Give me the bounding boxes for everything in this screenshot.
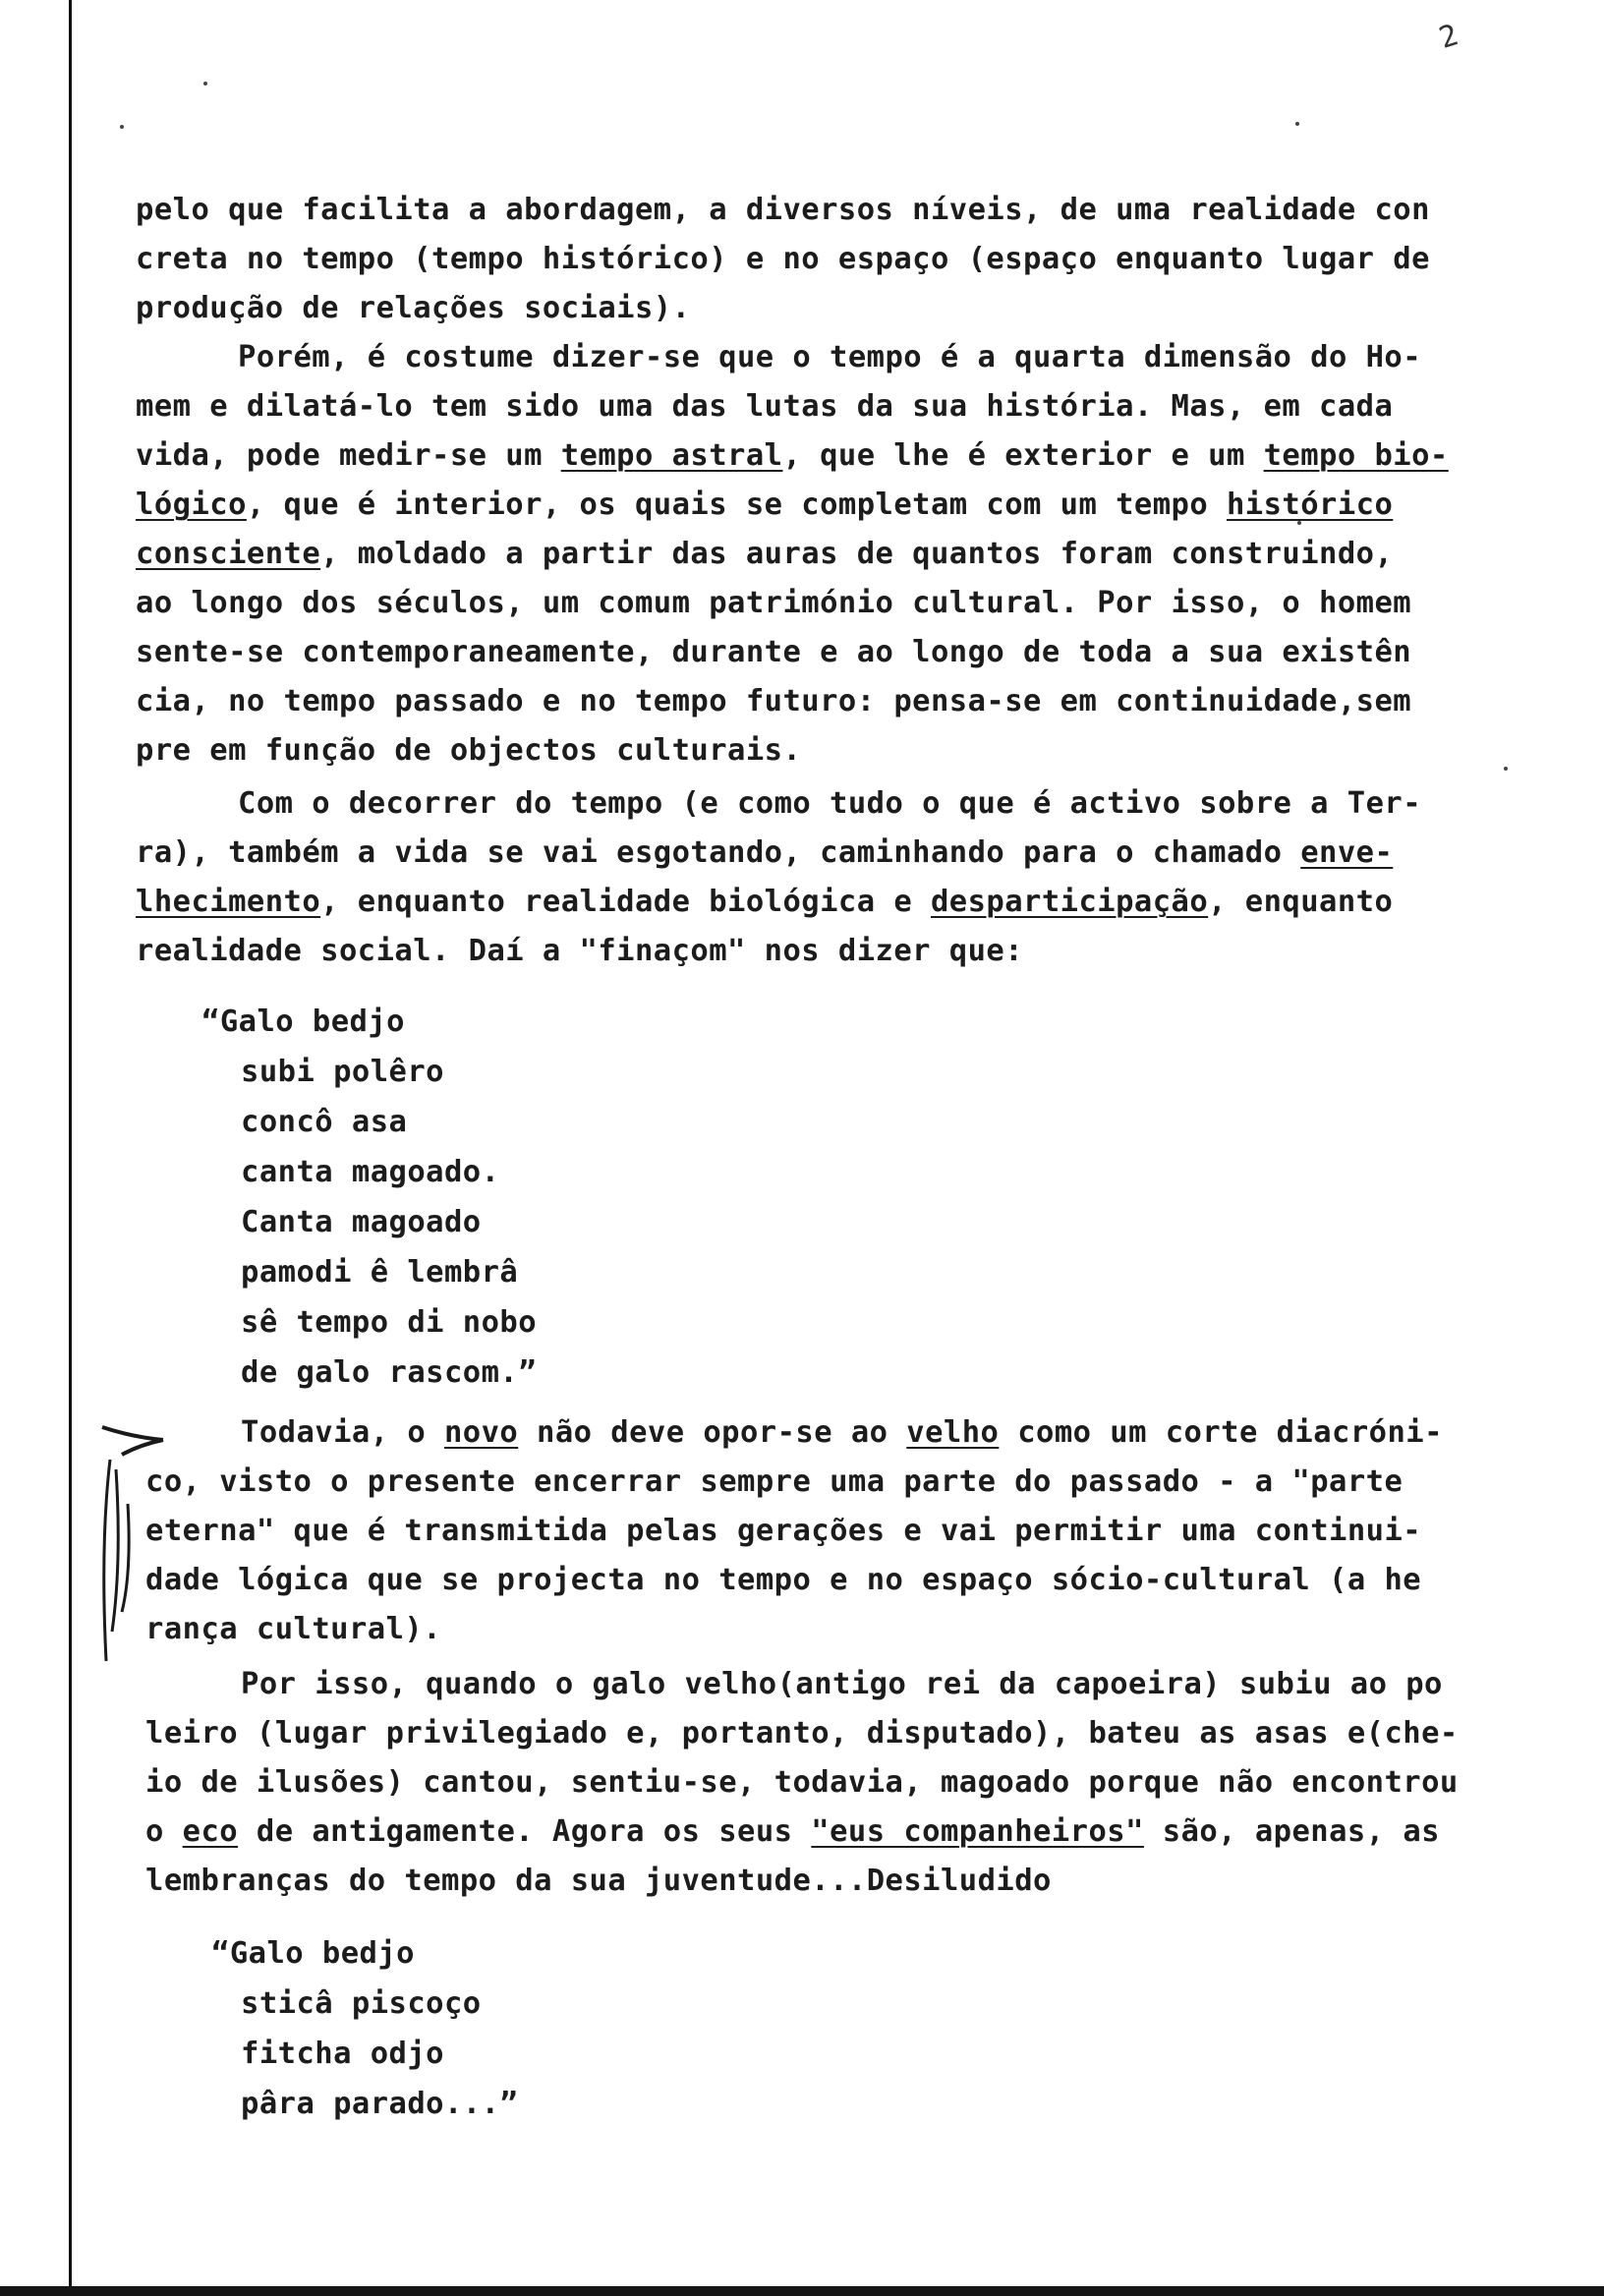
text-line: Por isso, quando o galo velho(antigo rei da capoeira) subiu ao po — [241, 1667, 1443, 1701]
underlined-term: velho — [906, 1415, 1000, 1450]
underlined-term: eco — [182, 1814, 239, 1849]
underlined-term: consciente — [136, 537, 321, 571]
underlined-term: lhecimento — [136, 885, 321, 919]
text-line: dade lógica que se projecta no tempo e no espaço sócio-cultural (a he — [145, 1563, 1422, 1597]
underlined-term: enve- — [1300, 835, 1394, 870]
text-line: co, visto o presente encerrar sempre uma parte do passado - a "parte — [145, 1464, 1404, 1499]
scan-speck — [203, 82, 207, 86]
text-line: pelo que facilita a abordagem, a diversos níveis, de uma realidade con — [136, 193, 1430, 227]
underlined-term: "eus companheiros" — [811, 1814, 1144, 1849]
text-line: pre em função de objectos culturais. — [136, 733, 802, 768]
text-line: lembranças do tempo da sua juventude...Desiludido — [145, 1864, 1052, 1898]
underlined-term: tempo bio- — [1263, 438, 1449, 473]
underlined-term: tempo astral — [560, 438, 783, 473]
poem-line: “Galo bedjo — [201, 1004, 405, 1039]
poem-line: pâra parado...” — [241, 2087, 519, 2121]
text-line: lhecimento, enquanto realidade biológica e desparticipação, enquanto — [136, 885, 1394, 919]
underlined-term: novo — [443, 1415, 519, 1450]
poem-line: “Galo bedjo — [211, 1936, 415, 1971]
scan-speck — [120, 125, 124, 129]
underlined-term: desparticipação — [930, 885, 1209, 919]
text-line: ra), também a vida se vai esgotando, caminhando para o chamado enve- — [136, 835, 1394, 870]
poem-line: fitcha odjo — [241, 2037, 444, 2071]
poem-line: canta magoado. — [241, 1155, 500, 1189]
text-line: mem e dilatá-lo tem sido uma das lutas da sua história. Mas, em cada — [136, 389, 1394, 424]
poem-line: sê tempo di nobo — [241, 1305, 538, 1340]
scan-left-border — [69, 0, 72, 2296]
text-line: Com o decorrer do tempo (e como tudo o que é activo sobre a Ter- — [238, 786, 1422, 821]
underlined-term: histórico — [1226, 488, 1394, 522]
text-line: produção de relações sociais). — [136, 291, 691, 325]
text-line: ao longo dos séculos, um comum património cultural. Por isso, o homem — [136, 586, 1412, 620]
text-line: Todavia, o novo não deve opor-se ao velho como um corte diacróni- — [241, 1415, 1443, 1450]
text-line: rança cultural). — [145, 1612, 442, 1646]
text-line: consciente, moldado a partir das auras de quantos foram construindo, — [136, 537, 1394, 571]
text-line: vida, pode medir-se um tempo astral, que lhe é exterior e um tempo bio- — [136, 438, 1449, 473]
text-line: sente-se contemporaneamente, durante e ao longo de toda a sua existên — [136, 635, 1412, 669]
text-line: leiro (lugar privilegiado e, portanto, disputado), bateu as asas e(che- — [145, 1716, 1459, 1751]
poem-line: sticâ piscoço — [241, 1986, 482, 2021]
text-line: lógico, que é interior, os quais se completam com um tempo histórico — [136, 488, 1394, 522]
text-line: Porém, é costume dizer-se que o tempo é a quarta dimensão do Ho- — [238, 340, 1422, 374]
text-line: realidade social. Daí a "finaçom" nos dizer que: — [136, 934, 1024, 968]
poem-line: subi polêro — [241, 1055, 444, 1089]
underlined-term: lógico — [136, 488, 247, 522]
poem-line: Canta magoado — [241, 1205, 482, 1239]
poem-line: de galo rascom.” — [241, 1355, 538, 1390]
text-line: io de ilusões) cantou, sentiu-se, todavia, magoado porque não encontrou — [145, 1765, 1459, 1800]
text-line: eterna" que é transmitida pelas gerações e vai permitir uma continui- — [145, 1514, 1422, 1548]
scan-bottom-border — [0, 2286, 1604, 2296]
poem-line: concô asa — [241, 1105, 408, 1139]
text-line: creta no tempo (tempo histórico) e no espaço (espaço enquanto lugar de — [136, 242, 1430, 276]
scan-speck — [1295, 122, 1299, 126]
page-number-mark: 2 — [1435, 18, 1463, 56]
poem-line: pamodi ê lembrâ — [241, 1255, 519, 1290]
text-line: cia, no tempo passado e no tempo futuro: pensa-se em continuidade,sem — [136, 684, 1412, 718]
text-line: o eco de antigamente. Agora os seus "eus companheiros" são, apenas, as — [145, 1814, 1440, 1849]
scan-speck — [1504, 767, 1508, 771]
